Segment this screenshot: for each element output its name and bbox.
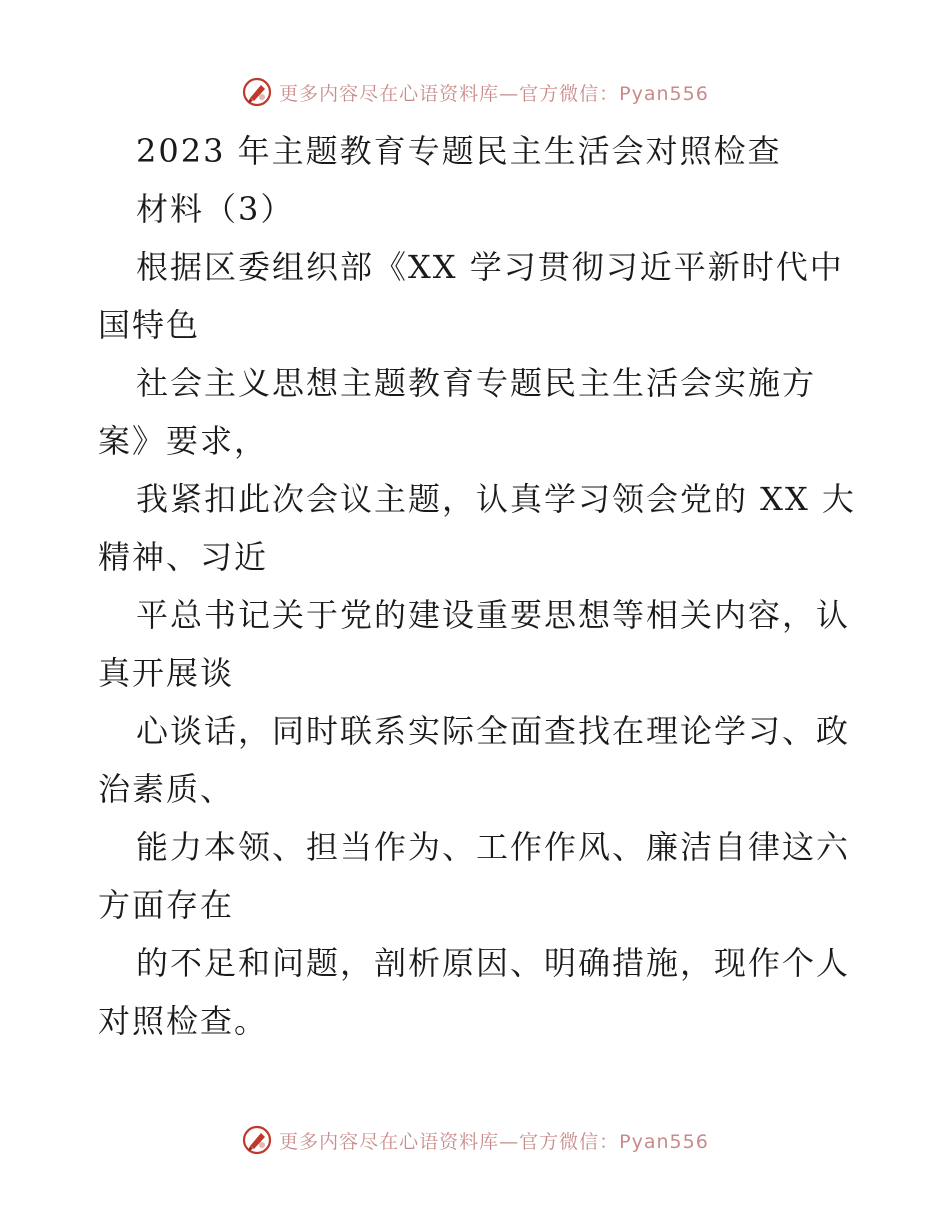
- header-watermark: [0, 72, 950, 112]
- paragraph-line: 我紧扣此次会议主题，认真学习领会党的 XX 大: [136, 480, 856, 518]
- paragraph-line: 根据区委组织部《XX 学习贯彻习近平新时代中: [136, 248, 844, 286]
- footer-watermark: [0, 1120, 950, 1160]
- paragraph-line: 国特色: [98, 306, 201, 344]
- paragraph-line: 真开展谈: [98, 654, 235, 692]
- paragraph-line: 平总书记关于党的建设重要思想等相关内容，认: [136, 596, 851, 634]
- document-title-line-1: 2023 年主题教育专题民主生活会对照检查: [136, 132, 782, 170]
- paragraph-line: 精神、习近: [98, 538, 269, 576]
- paragraph-line: 对照检查。: [98, 1002, 269, 1040]
- paragraph-line: 心谈话，同时联系实际全面查找在理论学习、政: [136, 712, 851, 750]
- paragraph-line: 的不足和问题，剖析原因、明确措施，现作个人: [136, 944, 851, 982]
- watermark-text: 更多内容尽在心语资料库—官方微信：Pyan556: [279, 82, 709, 105]
- paragraph-line: 案》要求，: [98, 422, 269, 460]
- paragraph-line: 能力本领、担当作为、工作作风、廉洁自律这六: [136, 828, 851, 866]
- paragraph-line: 社会主义思想主题教育专题民主生活会实施方: [136, 364, 817, 402]
- document-body: [98, 122, 858, 1050]
- pen-logo-icon: [241, 76, 273, 108]
- paragraph-line: 方面存在: [98, 886, 235, 924]
- pen-logo-icon: [241, 1124, 273, 1156]
- document-title-line-2: 材料（3）: [136, 190, 295, 228]
- watermark-text: 更多内容尽在心语资料库—官方微信：Pyan556: [279, 1130, 709, 1153]
- paragraph-line: 治素质、: [98, 770, 235, 808]
